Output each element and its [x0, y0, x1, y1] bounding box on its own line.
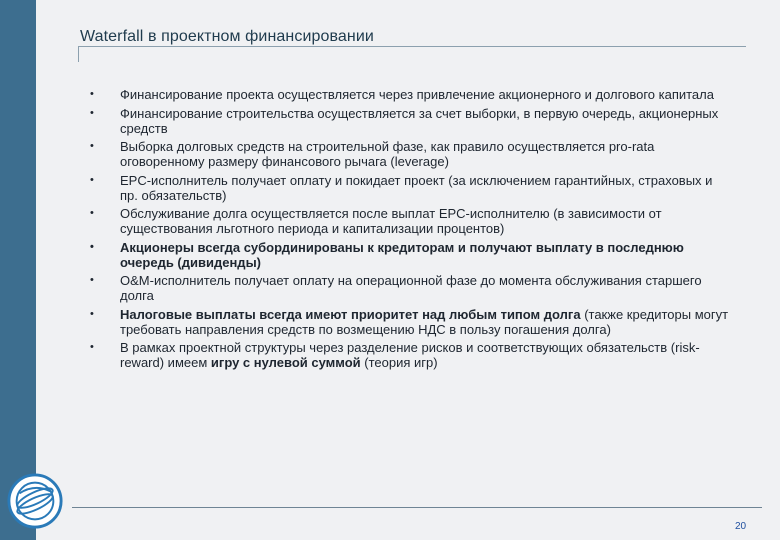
- bullet-item-6: [90, 240, 730, 270]
- bullet-dot-icon: •: [90, 207, 94, 219]
- bullet-item-9: [90, 340, 730, 370]
- bullet-bold-text: игру с нулевой суммой: [210, 355, 361, 370]
- page-number: 20: [735, 521, 747, 532]
- left-accent-band: [0, 0, 36, 540]
- bullet-text: Финансирование проекта осуществляется через привлечение акционерного и долгового капитала: [120, 87, 714, 102]
- bullet-text: Обслуживание долга осуществляется после выплат EPC-исполнителю (в зависимости от существования льготного периода и капитализации процентов): [120, 206, 662, 236]
- bullet-dot-icon: •: [90, 173, 94, 186]
- title-underline-tick: [78, 46, 79, 62]
- bullet-item-5: [90, 206, 730, 236]
- bullet-dot-icon: •: [90, 341, 94, 353]
- bullet-text: EPC-исполнитель получает оплату и покидает проект (за исключением гарантийных, страховых и пр. обязательств): [120, 172, 713, 203]
- bullet-text: O&M-исполнитель получает оплату на операционной фазе до момента обслуживания старшего долга: [120, 273, 702, 303]
- bullet-item-4: [90, 173, 730, 203]
- footer-rule: [72, 507, 762, 508]
- bullet-item-7: [90, 273, 730, 303]
- bullet-dot-icon: •: [90, 240, 94, 253]
- bullet-bold-text: Налоговые выплаты всегда имеют приоритет над любым типом долга: [120, 306, 581, 322]
- bullet-text: (также кредиторы могут требовать направления средств по возмещению НДС в пользу погашения долга): [120, 306, 729, 337]
- bullet-item-8: [90, 307, 730, 337]
- bullet-text: Финансирование строительства осуществляется за счет выборки, в первую очередь, акционерных средств: [120, 105, 719, 136]
- bullet-item-2: [90, 106, 730, 136]
- bullet-item-1: [90, 87, 730, 102]
- bullet-dot-icon: •: [90, 88, 94, 100]
- bullet-text: В рамках проектной структуры через разделение рисков и соответствующих обязательств (risk-reward) имеем: [120, 340, 700, 370]
- bullet-dot-icon: •: [90, 106, 94, 119]
- globe-logo-icon: [6, 472, 64, 530]
- bullet-text: Акционеры всегда субординированы к кредиторам и получают выплату в последнюю очередь (дивиденды): [120, 239, 684, 270]
- title-underline: [78, 46, 746, 47]
- bullet-dot-icon: •: [90, 307, 94, 320]
- bullet-list: [90, 87, 730, 374]
- bullet-dot-icon: •: [90, 274, 94, 286]
- slide-title: Waterfall в проектном финансировании: [80, 28, 374, 45]
- bullet-item-3: [90, 139, 730, 169]
- bullet-tail-text: (теория игр): [364, 355, 438, 370]
- bullet-text: Выборка долговых средств на строительной фазе, как правило осуществляется pro-rata оговоренному размеру финансового рычага (leverage): [120, 139, 655, 169]
- bullet-dot-icon: •: [90, 140, 94, 152]
